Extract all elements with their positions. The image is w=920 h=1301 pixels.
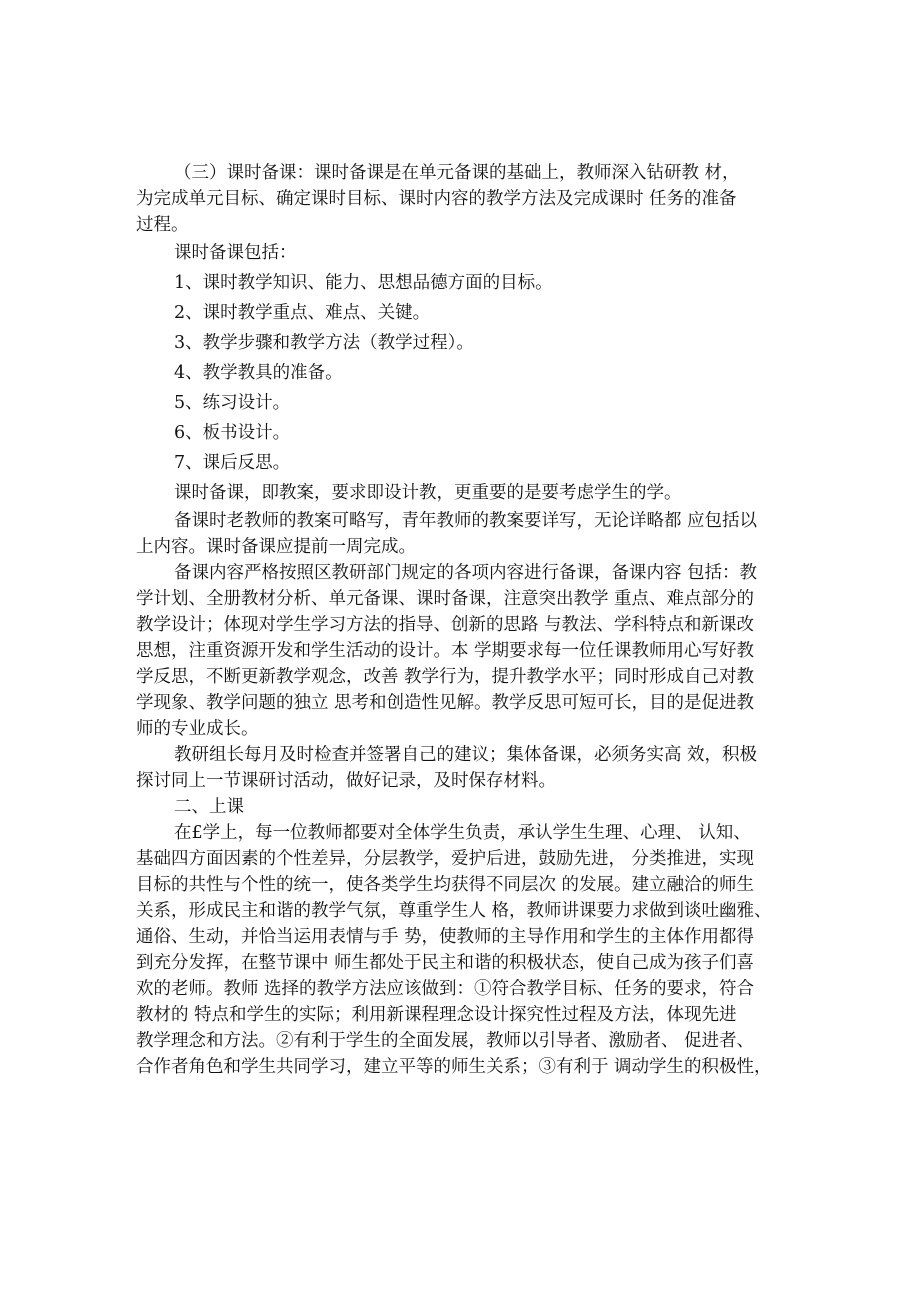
paragraph-line: 到充分发挥，在整节课中 师生都处于民主和谐的积极状态，使自己成为孩子们喜 — [136, 953, 755, 973]
paragraph-line: 教材的 特点和学生的实际；利用新课程理念设计探究性过程及方法，体现先进 — [136, 1005, 737, 1025]
paragraph-line: 在£学上，每一位教师都要对全体学生负责，承认学生生理、心理、 认知、 — [174, 823, 751, 843]
paragraph-line: 过程。 — [136, 215, 189, 235]
paragraph-line: 备课内容严格按照区教研部门规定的各项内容进行备课，备课内容 包括：教 — [174, 563, 758, 583]
list-item: 5、练习设计。 — [174, 393, 291, 413]
paragraph-line: 学计划、全册教材分析、单元备课、课时备课，注意突出教学 重点、难点部分的 — [136, 589, 755, 609]
paragraph-line: 合作者角色和学生共同学习，建立平等的师生关系；③有利于 调动学生的积极性， — [136, 1057, 772, 1077]
document-body — [136, 160, 796, 1080]
list-item: 6、板书设计。 — [174, 423, 291, 443]
paragraph-line: 关系，形成民主和谐的教学气氛，尊重学生人 格，教师讲课要力求做到谈吐幽雅、 — [136, 901, 772, 921]
paragraph-line: 基础四方面因素的个性差异，分层教学，爱护后进，鼓励先进， 分类推进，实现 — [136, 849, 755, 869]
paragraph-line: 上内容。课时备课应提前一周完成。 — [136, 537, 416, 557]
paragraph-line: 师的专业成长。 — [136, 719, 259, 739]
paragraph-line: 教学设计；体现对学生学习方法的指导、创新的思路 与教法、学科特点和新课改 — [136, 615, 755, 635]
list-item: 4、教学教具的准备。 — [174, 363, 343, 383]
section-heading: 二、上课 — [174, 797, 244, 817]
list-intro: 课时备课包括： — [174, 243, 297, 263]
paragraph-line: 课时备课，即教案，要求即设计教，更重要的是要考虑学生的学。 — [174, 483, 682, 503]
paragraph-line: （三）课时备课：课时备课是在单元备课的基础上，教师深入钻研教 材， — [174, 163, 740, 183]
paragraph-line: 思想，注重资源开发和学生活动的设计。本 学期要求每一位任课教师用心写好教 — [136, 641, 755, 661]
paragraph-line: 目标的共性与个性的统一，使各类学生均获得不同层次 的发展。建立融洽的师生 — [136, 875, 755, 895]
list-item: 7、课后反思。 — [174, 453, 291, 473]
paragraph-line: 教研组长每月及时检查并签署自己的建议；集体备课，必须务实高 效，积极 — [174, 745, 758, 765]
paragraph-line: 探讨同上一节课研讨活动，做好记录，及时保存材料。 — [136, 771, 556, 791]
paragraph-line: 通俗、生动，并恰当运用表情与手 势，使教师的主导作用和学生的主体作用都得 — [136, 927, 755, 947]
paragraph-line: 为完成单元目标、确定课时目标、课时内容的教学方法及完成课时 任务的准备 — [136, 189, 737, 209]
list-item: 2、课时教学重点、难点、关键。 — [174, 303, 431, 323]
paragraph-line: 学反思，不断更新教学观念，改善 教学行为，提升教学水平；同时形成自己对教 — [136, 667, 755, 687]
paragraph-line: 学现象、教学问题的独立 思考和创造性见解。教学反思可短可长，目的是促进教 — [136, 693, 755, 713]
list-item: 3、教学步骤和教学方法（教学过程）。 — [174, 333, 474, 353]
paragraph-line: 备课时老教师的教案可略写，青年教师的教案要详写，无论详略都 应包括以 — [174, 511, 758, 531]
list-item: 1、课时教学知识、能力、思想品德方面的目标。 — [174, 273, 553, 293]
paragraph-line: 欢的老师。教师 选择的教学方法应该做到：①符合教学目标、任务的要求，符合 — [136, 979, 755, 999]
paragraph-line: 教学理念和方法。②有利于学生的全面发展，教师以引导者、激励者、 促进者、 — [136, 1031, 755, 1051]
